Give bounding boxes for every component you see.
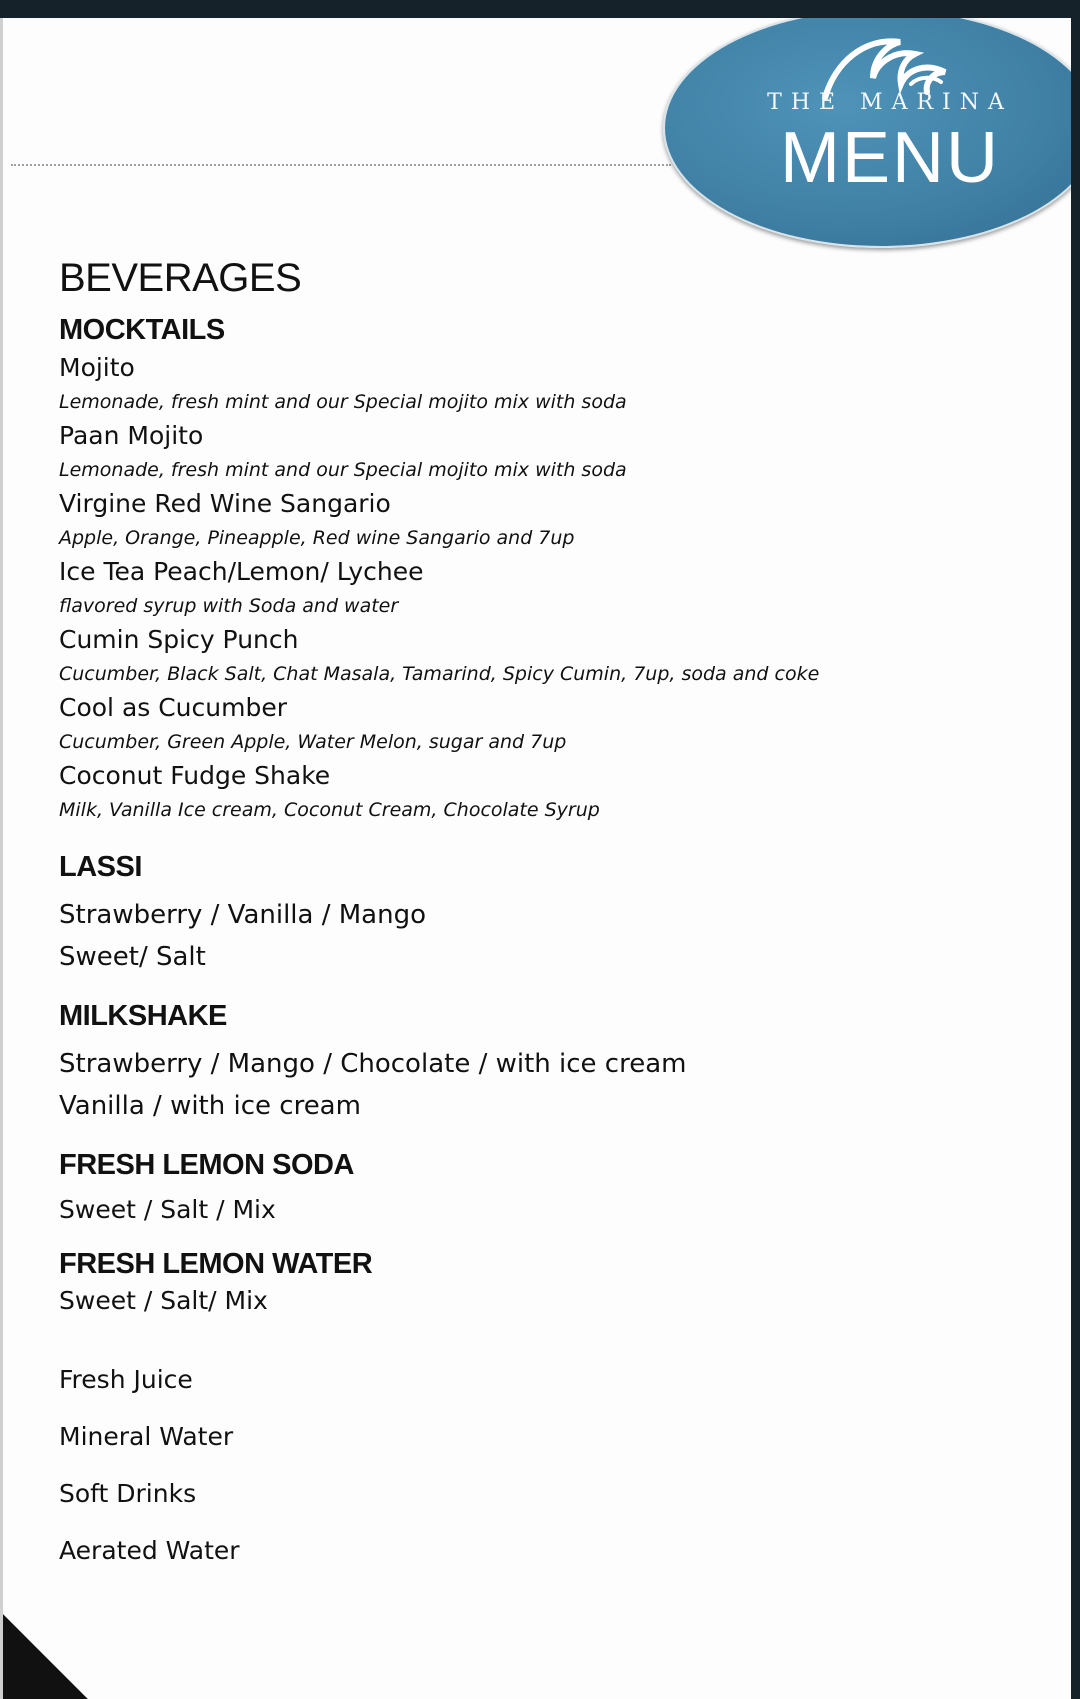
page-corner-shadow (0, 1614, 88, 1699)
marina-logo-badge (663, 18, 1071, 248)
menu-item (59, 487, 1009, 555)
item-name: Cool as Cucumber (59, 693, 288, 722)
lemon-soda-list (59, 1190, 1009, 1230)
milkshake-list (59, 1043, 1009, 1127)
item-name: Mojito (59, 353, 135, 382)
menu-page (0, 18, 1071, 1699)
item-description: Cucumber, Green Apple, Water Melon, sugar and 7up (59, 731, 567, 753)
dotted-divider (11, 164, 671, 166)
item-name: Virgine Red Wine Sangario (59, 489, 391, 518)
menu-item (59, 691, 1009, 759)
item-description: Lemonade, fresh mint and our Special mojito mix with soda (59, 459, 627, 481)
menu-item (59, 555, 1009, 623)
other-drink-item: Mineral Water (59, 1422, 234, 1451)
menu-item (59, 351, 1009, 419)
item-description: flavored syrup with Soda and water (59, 595, 399, 617)
lemon-water-line: Sweet / Salt/ Mix (59, 1286, 268, 1315)
item-description: Milk, Vanilla Ice cream, Coconut Cream, Chocolate Syrup (59, 799, 600, 821)
lassi-line: Sweet/ Salt (59, 942, 206, 972)
milkshake-line: Vanilla / with ice cream (59, 1091, 361, 1121)
brand-menu-label: MENU (780, 118, 1000, 198)
item-description: Lemonade, fresh mint and our Special mojito mix with soda (59, 391, 627, 413)
item-name: Ice Tea Peach/Lemon/ Lychee (59, 557, 424, 586)
section-lemon-soda-title: FRESH LEMON SODA (59, 1149, 354, 1181)
item-description: Cucumber, Black Salt, Chat Masala, Tamarind, Spicy Cumin, 7up, soda and coke (59, 663, 820, 685)
brand-name: THE MARINA (767, 90, 1013, 115)
mocktails-list (59, 351, 1009, 827)
other-drink-item: Soft Drinks (59, 1479, 197, 1508)
menu-item (59, 623, 1009, 691)
item-name: Coconut Fudge Shake (59, 761, 331, 790)
menu-item (59, 419, 1009, 487)
section-lassi-title: LASSI (59, 851, 142, 883)
item-description: Apple, Orange, Pineapple, Red wine Sangario and 7up (59, 527, 575, 549)
lassi-list (59, 894, 1009, 978)
other-drinks-list (59, 1351, 1009, 1579)
section-lemon-water-title: FRESH LEMON WATER (59, 1248, 373, 1280)
other-drink-item: Aerated Water (59, 1536, 240, 1565)
lemon-soda-line: Sweet / Salt / Mix (59, 1195, 276, 1224)
section-mocktails-title: MOCKTAILS (59, 314, 225, 346)
menu-item (59, 759, 1009, 827)
item-name: Cumin Spicy Punch (59, 625, 299, 654)
milkshake-line: Strawberry / Mango / Chocolate / with ice cream (59, 1049, 687, 1079)
section-milkshake-title: MILKSHAKE (59, 1000, 227, 1032)
page-title: BEVERAGES (59, 256, 302, 300)
other-drink-item: Fresh Juice (59, 1365, 193, 1394)
lemon-water-list (59, 1281, 1009, 1321)
lassi-line: Strawberry / Vanilla / Mango (59, 900, 427, 930)
item-name: Paan Mojito (59, 421, 204, 450)
menu-content (59, 240, 1009, 1579)
